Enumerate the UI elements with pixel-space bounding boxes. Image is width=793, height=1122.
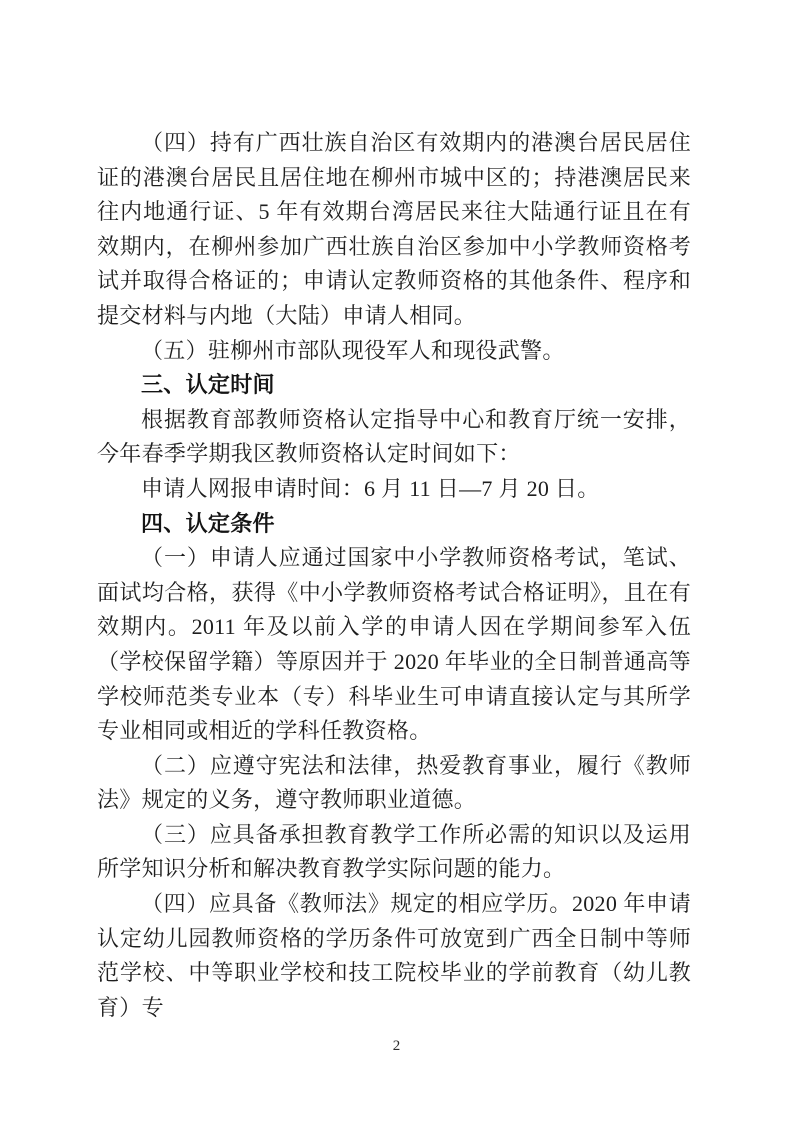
paragraph: （二）应遵守宪法和法律，热爱教育事业，履行《教师法》规定的义务，遵守教师职业道德。 [97, 752, 691, 813]
paragraph: （三）应具备承担教育教学工作所必需的知识以及运用所学知识分析和解决教育教学实际问题的能力。 [97, 821, 691, 882]
paragraph: （一）申请人应通过国家中小学教师资格考试，笔试、面试均合格，获得《中小学教师资格考试合格证明》，且在有效期内。2011 年及以前入学的申请人因在学期间参军入伍（学校保留学籍）等原因并于 2020 年毕业的全日制普通高等学校师范类专业本（专）科毕业生可申请直接认定与其所学专业相同或相近的学科任教资格。 [97, 545, 691, 744]
paragraph: 根据教育部教师资格认定指导中心和教育厅统一安排，今年春季学期我区教师资格认定时间如下： [97, 406, 691, 467]
paragraph: （四）持有广西壮族自治区有效期内的港澳台居民居住证的港澳台居民且居住地在柳州市城中区的；持港澳居民来往内地通行证、5 年有效期台湾居民来往大陆通行证且在有效期内，在柳州参加广西壮族自治区参加中小学教师资格考试并取得合格证的；申请认定教师资格的其他条件、程序和提交材料与内地（大陆）申请人相同。 [97, 130, 691, 328]
paragraph: （四）应具备《教师法》规定的相应学历。2020 年申请认定幼儿园教师资格的学历条件可放宽到广西全日制中等师范学校、中等职业学校和技工院校毕业的学前教育（幼儿教育）专 [97, 891, 691, 1020]
section-heading: 三、认定时间 [141, 372, 275, 398]
page-number: 2 [392, 1038, 401, 1054]
document-content [97, 126, 691, 1025]
paragraph: （五）驻柳州市部队现役军人和现役武警。 [141, 337, 565, 363]
section-heading: 四、认定条件 [141, 510, 275, 536]
paragraph: 申请人网报申请时间：6 月 11 日—7 月 20 日。 [141, 475, 600, 501]
